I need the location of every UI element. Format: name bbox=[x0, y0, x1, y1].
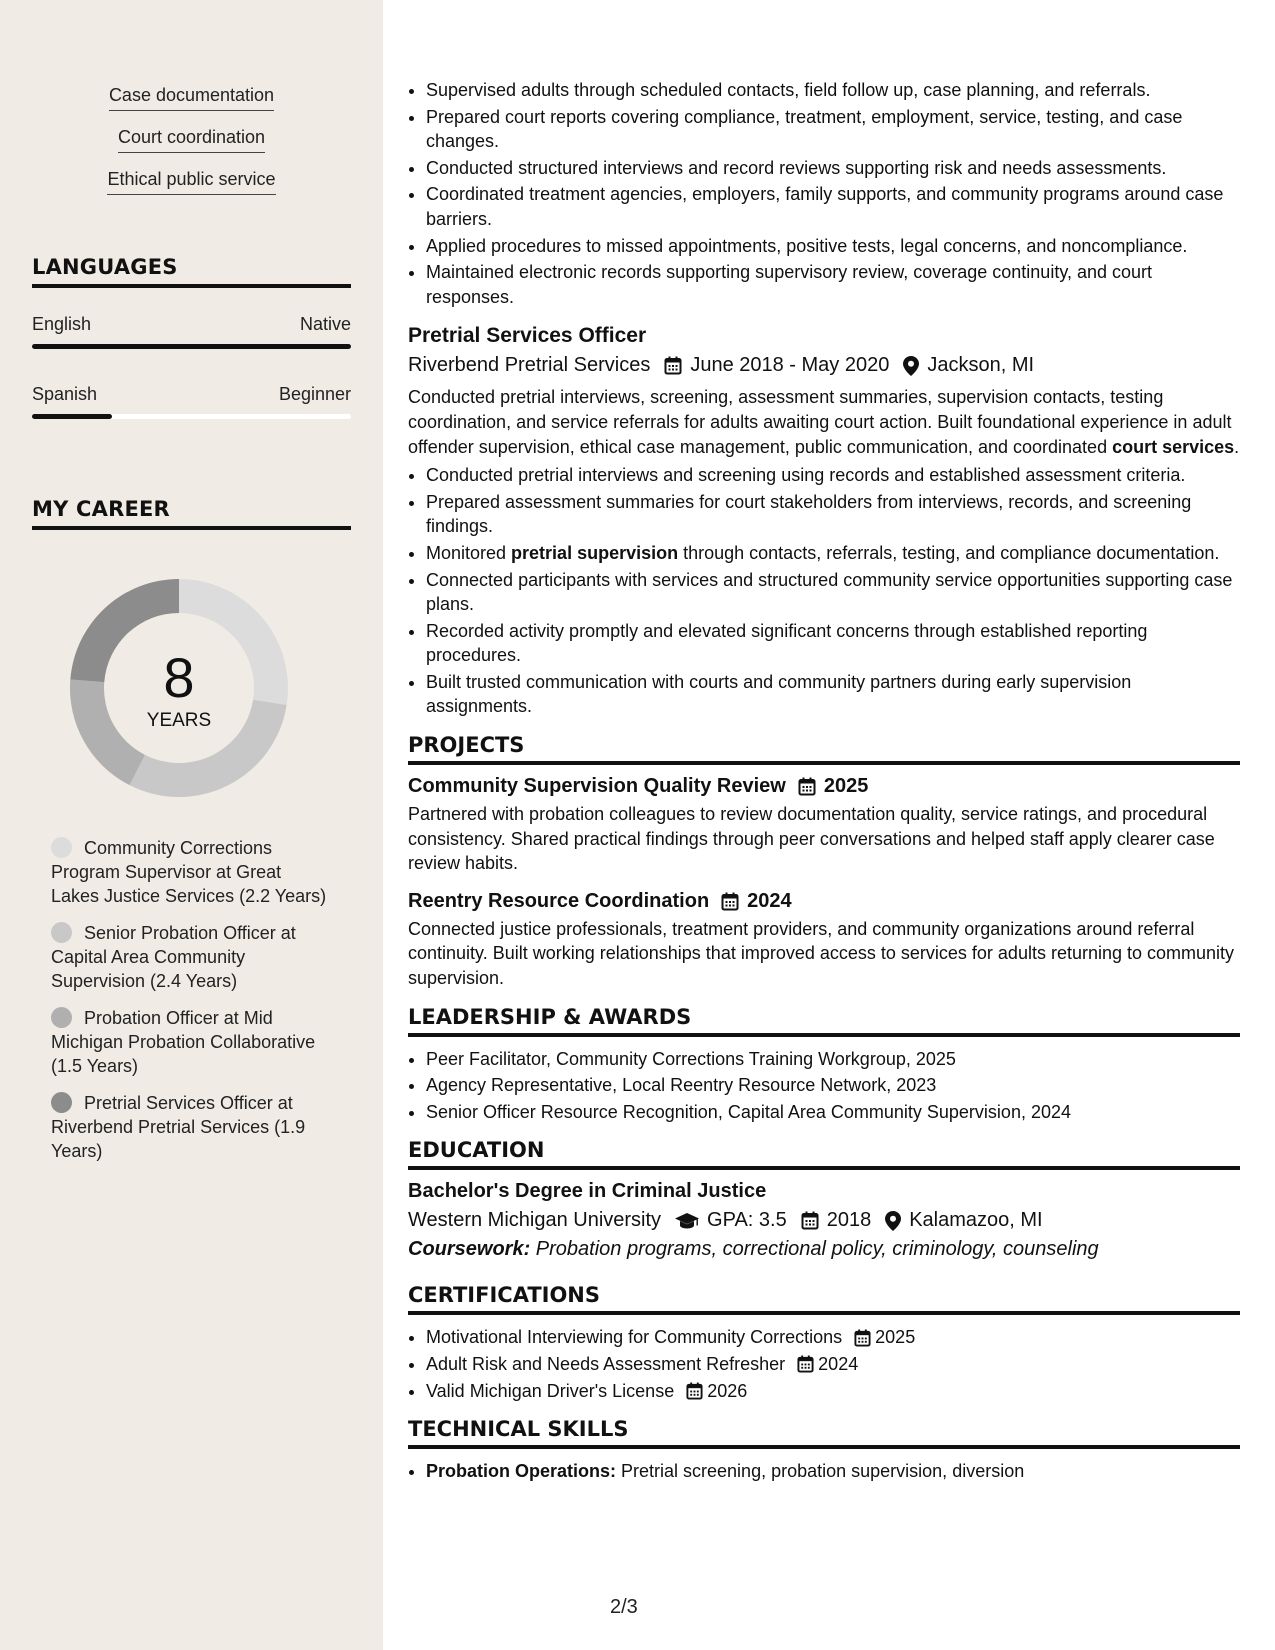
degree-title: Bachelor's Degree in Criminal Justice bbox=[408, 1180, 767, 1203]
calendar-icon bbox=[801, 1211, 819, 1230]
job-company: Riverbend Pretrial Services bbox=[408, 354, 651, 377]
list-item: • Motivational Interviewing for Community Corrections 2025 bbox=[426, 1325, 1240, 1350]
languages-heading: LANGUAGES bbox=[32, 255, 351, 288]
job-location: Jackson, MI bbox=[927, 354, 1035, 377]
list-item: • Applied procedures to missed appointments, positive tests, legal concerns, and noncompliance. bbox=[426, 234, 1240, 259]
leadership-heading: LEADERSHIP & AWARDS bbox=[408, 1005, 1240, 1037]
coursework: Coursework: Probation programs, correctional policy, criminology, counseling bbox=[408, 1238, 1099, 1261]
previous-job-bullets bbox=[408, 78, 1240, 309]
language-bar bbox=[32, 414, 351, 419]
legend-item: Community Corrections Program Supervisor at Great Lakes Justice Services (2.2 Years) bbox=[51, 838, 327, 906]
career-total-number: 8 bbox=[163, 646, 195, 709]
list-item: • Supervised adults through scheduled contacts, field follow up, case planning, and referrals. bbox=[426, 78, 1240, 103]
list-item: • Conducted pretrial interviews and screening using records and established assessment criteria. bbox=[426, 463, 1240, 488]
page-number: 2/3 bbox=[610, 1596, 638, 1618]
job-summary: Conducted pretrial interviews, screening, assessment summaries, supervision contacts, testing coordination, and service referrals for adults awaiting court action. Built foundational experience in adult offender supervision, ethical case management, public communication, and coordinated court services. bbox=[408, 387, 1240, 457]
graduation-year: 2018 bbox=[826, 1209, 872, 1232]
project-title: Reentry Resource Coordination 2024 bbox=[408, 889, 792, 912]
certifications-list bbox=[408, 1325, 1240, 1403]
language-bar-fill bbox=[32, 344, 351, 349]
calendar-icon bbox=[798, 777, 816, 796]
list-item: • Prepared assessment summaries for court stakeholders from interviews, records, and screening findings. bbox=[426, 490, 1240, 539]
location-pin-icon bbox=[903, 356, 919, 376]
certifications-heading: CERTIFICATIONS bbox=[408, 1283, 1240, 1315]
career-total-unit: YEARS bbox=[146, 710, 212, 731]
technical-skills-heading: TECHNICAL SKILLS bbox=[408, 1417, 1240, 1449]
list-item: • Coordinated treatment agencies, employers, family supports, and community programs around case barriers. bbox=[426, 182, 1240, 231]
legend-item: Pretrial Services Officer at Riverbend Pretrial Services (1.9 Years) bbox=[51, 1093, 306, 1161]
language-level: Beginner bbox=[278, 384, 351, 404]
calendar-icon bbox=[854, 1329, 871, 1347]
list-item: • Peer Facilitator, Community Corrections Training Workgroup, 2025 bbox=[426, 1047, 1240, 1072]
school-name: Western Michigan University bbox=[408, 1209, 662, 1232]
list-item: • Conducted structured interviews and record reviews supporting risk and needs assessments. bbox=[426, 156, 1240, 181]
project-description: Connected justice professionals, treatment providers, and community organizations around referral continuity. Built working relationships that improved access to services for adults returning to community supervision. bbox=[408, 918, 1235, 989]
list-item: • Connected participants with services and structured community service opportunities supporting case plans. bbox=[426, 568, 1240, 617]
career-donut bbox=[64, 573, 294, 803]
calendar-icon bbox=[721, 892, 739, 911]
project-description: Partnered with probation colleagues to review documentation quality, service ratings, and procedural consistency. Shared practical findings through peer conversations and helped staff apply clearer case review habits. bbox=[408, 804, 1215, 874]
skill-tag: Case documentation bbox=[32, 86, 351, 111]
list-item: • Probation Operations: Pretrial screening, probation supervision, diversion bbox=[426, 1459, 1240, 1484]
calendar-icon bbox=[797, 1355, 814, 1373]
list-item: • Built trusted communication with courts and community partners during early supervision assignments. bbox=[426, 670, 1240, 719]
graduation-cap-icon bbox=[675, 1212, 699, 1230]
calendar-icon bbox=[686, 1382, 703, 1400]
career-heading: MY CAREER bbox=[32, 497, 351, 530]
language-name: English bbox=[32, 314, 92, 334]
project-year: 2025 bbox=[823, 775, 869, 798]
list-item: • Maintained electronic records supporting supervisory review, coverage continuity, and court responses. bbox=[426, 260, 1240, 309]
projects-heading: PROJECTS bbox=[408, 733, 1240, 765]
job-title: Pretrial Services Officer bbox=[408, 324, 647, 348]
calendar-icon bbox=[664, 356, 682, 375]
list-item: • Agency Representative, Local Reentry Resource Network, 2023 bbox=[426, 1073, 1240, 1098]
language-english bbox=[32, 314, 351, 349]
list-item: • Prepared court reports covering compliance, treatment, employment, service, testing, and case changes. bbox=[426, 105, 1240, 154]
job-bullets bbox=[408, 463, 1240, 719]
skill-tag: Court coordination bbox=[32, 128, 351, 153]
language-level: Native bbox=[299, 314, 351, 334]
career-legend bbox=[51, 836, 331, 1176]
language-spanish bbox=[32, 384, 351, 419]
technical-skills-list bbox=[408, 1459, 1240, 1484]
list-item: • Valid Michigan Driver's License 2026 bbox=[426, 1379, 1240, 1404]
sidebar bbox=[0, 0, 383, 1650]
leadership-list bbox=[408, 1047, 1240, 1125]
language-name: Spanish bbox=[32, 384, 98, 404]
list-item: • Monitored pretrial supervision through contacts, referrals, testing, and compliance documentation. bbox=[426, 541, 1240, 566]
job-meta bbox=[408, 354, 1240, 377]
list-item: • Recorded activity promptly and elevated significant concerns through established reporting procedures. bbox=[426, 619, 1240, 668]
legend-item: Senior Probation Officer at Capital Area Community Supervision (2.4 Years) bbox=[51, 923, 296, 991]
legend-item: Probation Officer at Mid Michigan Probation Collaborative (1.5 Years) bbox=[51, 1008, 316, 1076]
gpa: GPA: 3.5 bbox=[707, 1209, 787, 1232]
skill-tag: Ethical public service bbox=[32, 170, 351, 195]
legend-dot bbox=[51, 837, 72, 858]
location-pin-icon bbox=[885, 1211, 901, 1231]
education-heading: EDUCATION bbox=[408, 1138, 1240, 1170]
project-title: Community Supervision Quality Review 2025 bbox=[408, 775, 869, 798]
school-location: Kalamazoo, MI bbox=[909, 1209, 1043, 1232]
legend-dot bbox=[51, 922, 72, 943]
skills-list bbox=[32, 86, 351, 212]
job-dates: June 2018 - May 2020 bbox=[690, 354, 890, 377]
list-item: • Adult Risk and Needs Assessment Refresher 2024 bbox=[426, 1352, 1240, 1377]
legend-dot bbox=[51, 1007, 72, 1028]
main-content bbox=[408, 0, 1240, 1486]
legend-dot bbox=[51, 1092, 72, 1113]
language-bar bbox=[32, 344, 351, 349]
list-item: • Senior Officer Resource Recognition, Capital Area Community Supervision, 2024 bbox=[426, 1100, 1240, 1125]
project-year: 2024 bbox=[747, 889, 792, 912]
education-meta bbox=[408, 1209, 1240, 1232]
language-bar-fill bbox=[32, 414, 112, 419]
